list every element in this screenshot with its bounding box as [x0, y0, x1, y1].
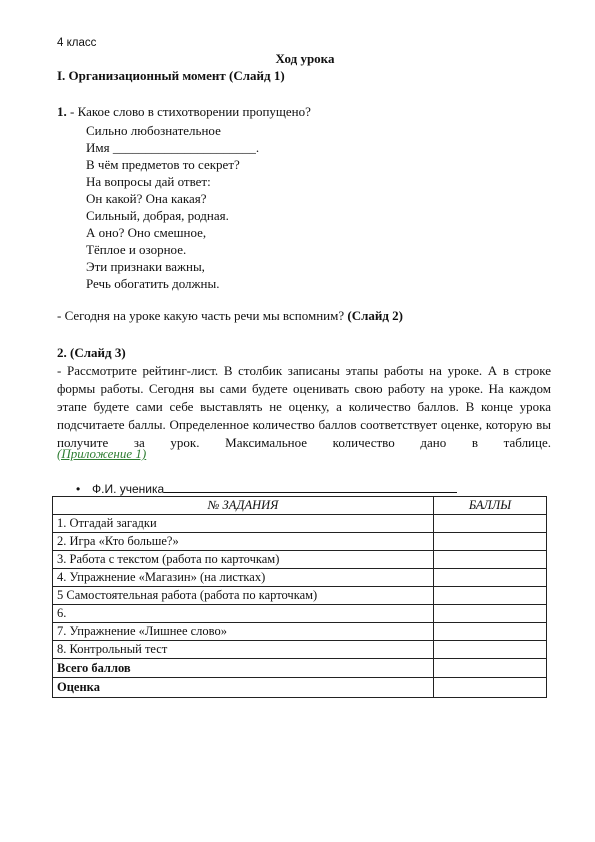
points-cell[interactable] — [434, 587, 547, 605]
table-row — [53, 641, 547, 659]
student-name-label: Ф.И. ученика — [92, 482, 165, 496]
poem-line: Имя ______________________. — [86, 140, 260, 155]
part-of-speech-question — [57, 308, 403, 324]
total-label: Всего баллов — [53, 659, 434, 678]
task-cell: 7. Упражнение «Лишнее слово» — [53, 623, 434, 641]
table-row — [53, 515, 547, 533]
points-cell[interactable] — [434, 551, 547, 569]
task-cell: 6. — [53, 605, 434, 623]
table-row — [53, 551, 547, 569]
column-header-points: БАЛЛЫ — [434, 497, 547, 515]
poem-line: Речь обогатить должны. — [86, 276, 220, 291]
question-1-number: 1. — [57, 104, 67, 119]
grade-value-cell[interactable] — [434, 678, 547, 698]
task-cell: 2. Игра «Кто больше?» — [53, 533, 434, 551]
task-cell: 3. Работа с текстом (работа по карточкам) — [53, 551, 434, 569]
task-cell: 1. Отгадай загадки — [53, 515, 434, 533]
points-cell[interactable] — [434, 641, 547, 659]
question-1 — [57, 104, 311, 120]
question-1-text: - Какое слово в стихотворении пропущено? — [66, 104, 311, 119]
appendix-link[interactable]: (Приложение 1) — [57, 446, 147, 461]
slide-2-label: (Слайд 2) — [347, 308, 404, 323]
points-cell[interactable] — [434, 533, 547, 551]
points-cell[interactable] — [434, 515, 547, 533]
table-header-row — [53, 497, 547, 515]
section-2-heading: 2. (Слайд 3) — [57, 345, 126, 360]
table-row — [53, 623, 547, 641]
rating-table — [52, 496, 547, 698]
points-cell[interactable] — [434, 623, 547, 641]
table-row — [53, 605, 547, 623]
part-of-speech-text: - Сегодня на уроке какую часть речи мы вспомним? — [57, 308, 348, 323]
table-row — [53, 587, 547, 605]
poem-line: Эти признаки важны, — [86, 259, 205, 274]
poem-line: Тёплое и озорное. — [86, 242, 187, 257]
poem-line: Он какой? Она какая? — [86, 191, 207, 206]
table-row — [53, 533, 547, 551]
poem-line: А оно? Оно смешное, — [86, 225, 207, 240]
grade-label: 4 класс — [57, 37, 97, 49]
poem-line: Сильно любознательное — [86, 123, 221, 138]
document-title: Ход урока — [275, 51, 335, 66]
grade-row — [53, 678, 547, 698]
table-row — [53, 569, 547, 587]
task-cell: 5 Самостоятельная работа (работа по карточкам) — [53, 587, 434, 605]
student-name-field — [76, 480, 457, 496]
poem — [86, 122, 259, 292]
poem-line: На вопросы дай ответ: — [86, 174, 211, 189]
column-header-task: № ЗАДАНИЯ — [53, 497, 434, 515]
grade-label-cell: Оценка — [53, 678, 434, 698]
poem-line: Сильный, добрая, родная. — [86, 208, 229, 223]
task-cell: 4. Упражнение «Магазин» (на листках) — [53, 569, 434, 587]
poem-line: В чём предметов то секрет? — [86, 157, 240, 172]
task-cell: 8. Контрольный тест — [53, 641, 434, 659]
points-cell[interactable] — [434, 569, 547, 587]
section-1-heading: I. Организационный момент (Слайд 1) — [57, 68, 285, 83]
points-cell[interactable] — [434, 605, 547, 623]
rating-instructions: - Рассмотрите рейтинг-лист. В столбик записаны этапы работы на уроке. А в строке формы работы. Сегодня вы сами будете оценивать свою работу на уроке. На каждом этапе будете сами себе выставлять не оценку, а количество баллов. В конце урока подсчитаете баллы. Определенное количество баллов соответствует оценке, которую вы получите за урок. Максимальное количество дано в таблице. — [57, 363, 551, 450]
bullet-icon: • — [76, 482, 81, 496]
total-row — [53, 659, 547, 678]
total-points-cell[interactable] — [434, 659, 547, 678]
student-name-line[interactable] — [164, 480, 457, 493]
